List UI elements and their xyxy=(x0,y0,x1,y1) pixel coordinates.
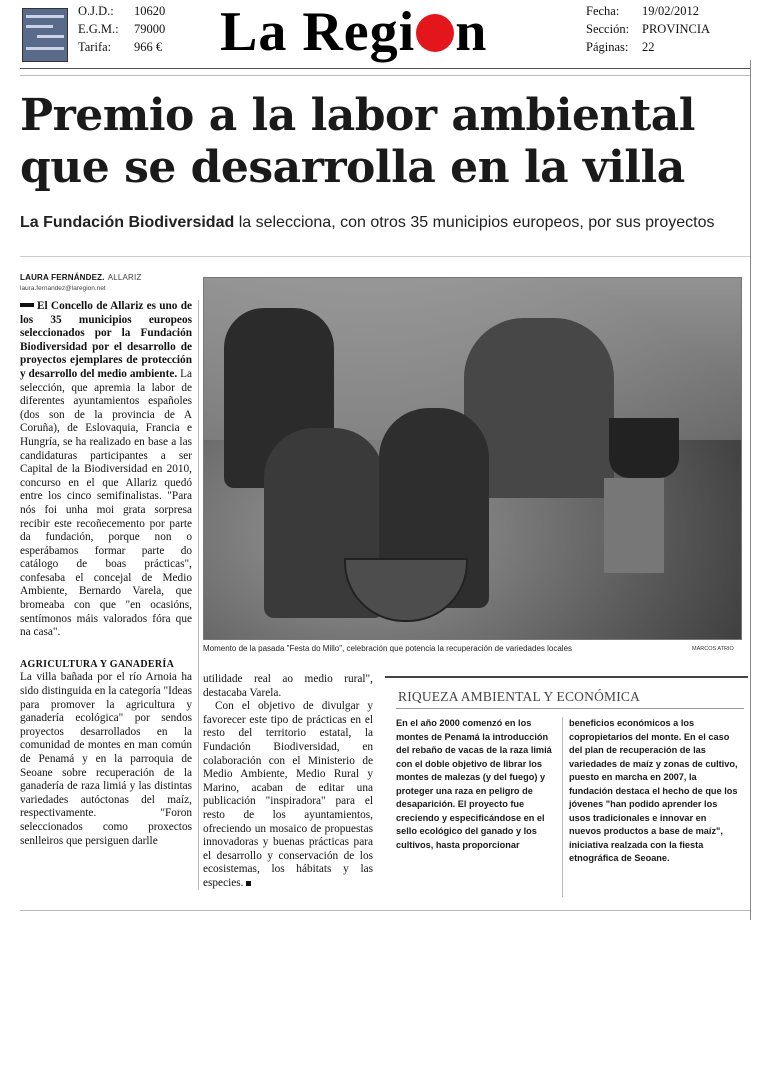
newspaper-masthead xyxy=(220,2,487,62)
tarifa-value: 966 € xyxy=(134,40,163,54)
article-bottom-rule xyxy=(20,910,751,911)
headline-line-2: que se desarrolla en la villa xyxy=(20,142,685,193)
photo-credit: MARCOS ATRIO xyxy=(692,646,734,652)
header-divider xyxy=(20,68,751,69)
masthead-text-right: n xyxy=(455,1,488,63)
publication-logo-icon xyxy=(22,8,68,62)
egm-label: E.G.M.: xyxy=(78,22,119,36)
page-right-edge xyxy=(750,60,751,920)
fecha-label: Fecha: xyxy=(586,4,620,18)
sidebar-column-2 xyxy=(569,717,741,866)
article-col2-p2: Con el objetivo de divulgar y favorecer este tipo de prácticas en el resto del territorio estatal, la Fundación Biodiversidad, en colaboración con el Ministerio de Medio Ambiente, Medio Rural y Marino, acaban de editar una publicación "inspiradora" para el resto de los ayuntamientos, ofreciendo un mosaico de propuestas innovadoras y buenas prácticas para el desarrollo y conservación de los ecosistemas, los hábitats y las especies. xyxy=(203,700,373,889)
fecha-value: 19/02/2012 xyxy=(642,4,699,18)
sidebar-box-rule xyxy=(396,708,744,709)
column-divider-1 xyxy=(198,300,199,890)
article-subhead xyxy=(20,214,750,232)
ojd-label: O.J.D.: xyxy=(78,4,114,18)
egm-value: 79000 xyxy=(134,22,166,36)
masthead-red-dot-icon xyxy=(416,14,454,52)
ojd-value: 10620 xyxy=(134,4,166,18)
byline-location: ALLARIZ xyxy=(107,273,142,282)
section-heading: AGRICULTURA Y GANADERÍA xyxy=(20,658,175,670)
article-col2-p1: utilidade real ao medio rural", destacaba Varela. xyxy=(203,673,373,699)
article-body-1: La selección, que apremia la labor de diferentes ayuntamientos españoles (dos son de la provincia de A Coruña), de Eslovaquia, Francia e Hungría, se ha realizado en base a las candidaturas participantes a ser Capital de la Biodiversidad en 2010, concurso en el que Allariz quedó entre los cinco semifinalistas. "Para nós foi unha moi grata sorpresa recibir este recoñecemento por parte da fundación, porque non o esperábamos formar parte do catálogo de boas prácticas", confesaba el concejal de Medio Ambiente, Bernardo Varela, que bromeaba con que "en ocasións, sentímonos máis valorados fóra que na casa". xyxy=(20,367,192,639)
byline-email: laura.fernandez@laregion.net xyxy=(20,285,106,292)
sidebar-col2-text: beneficios económicos a los copropietarios del monte. En el caso del plan de recuperación de las variedades de maíz y zonas de cultivo, puesto en marcha en 2007, la fundación destaca el hecho de que los jóvenes "han podido aprender los usos tradicionales e innovar en nuevos productos a base de maíz", iniciativa realzada con la fiesta etnográfica de Seoane. xyxy=(569,718,738,863)
article-lead: El Concello de Allariz es uno de los 35 municipios europeos seleccionados por la Fundación Biodiversidad por el desarrollo de proyectos ejemplares de protección y desarrollo del medio ambiente. xyxy=(20,300,192,380)
article-column-1 xyxy=(20,300,192,848)
subhead-bold: La Fundación Biodiversidad xyxy=(20,214,235,231)
byline xyxy=(20,273,142,282)
headline-line-1: Premio a la labor ambiental xyxy=(20,90,695,141)
tarifa-label: Tarifa: xyxy=(78,40,112,54)
sidebar-col1-text: En el año 2000 comenzó en los montes de Penamá la introducción del rebaño de vacas de la raza limiá con el doble objetivo de librar los montes de malezas (y del fuego) y proteger una raza en peligro de desaparición. El proyecto fue creciendo y especificándose en el sello ecológico del ganado y los cultivos, hasta proporcionar xyxy=(396,718,552,850)
article-section-body: La villa bañada por el río Arnoia ha sido distinguida en la categoría "Ideas para promover la agricultura y ganadería ecológica" por sendos proyectos desarrollados en la comunidad de montes en man común de Penamá y en la parroquia de Seoane sobre recuperación de la ganadería de raza limiá y las distintas variedades autóctonas del maíz, respectivamente. "Foron seleccionados como proxectos senlleiros que persiguen darlle xyxy=(20,671,192,847)
byline-name: LAURA FERNÁNDEZ. xyxy=(20,273,105,282)
sidebar-box-title: RIQUEZA AMBIENTAL Y ECONÓMICA xyxy=(398,689,641,704)
subhead-rest: la selecciona, con otros 35 municipios europeos, por sus proyectos xyxy=(234,214,715,231)
end-of-article-icon xyxy=(246,881,251,886)
sidebar-column-divider xyxy=(562,717,563,897)
publication-info xyxy=(586,2,710,56)
seccion-value: PROVINCIA xyxy=(642,22,711,36)
article-photo xyxy=(203,277,742,640)
masthead-text-left: La Regi xyxy=(220,1,416,63)
paginas-label: Páginas: xyxy=(586,40,629,54)
photo-caption: Momento de la pasada "Festa do Millo", celebración que potencia la recuperación de variedades locales xyxy=(203,644,573,653)
seccion-label: Sección: xyxy=(586,22,630,36)
circulation-info xyxy=(78,2,165,56)
article-column-2 xyxy=(203,673,373,891)
paginas-value: 22 xyxy=(642,40,655,54)
sidebar-column-1 xyxy=(396,717,558,852)
subhead-divider xyxy=(20,256,751,257)
article-top-rule xyxy=(20,75,751,76)
article-headline xyxy=(20,90,740,194)
lead-marker-icon xyxy=(20,303,34,307)
